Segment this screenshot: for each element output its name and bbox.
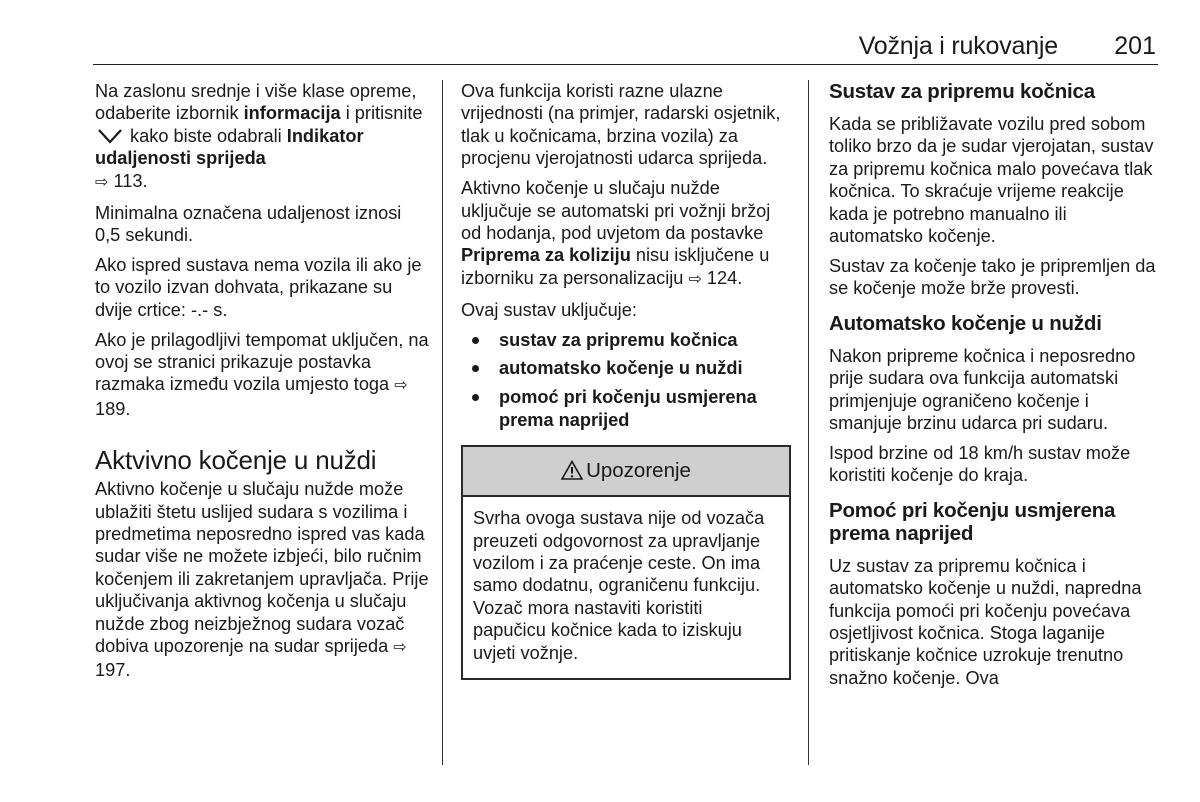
paragraph: Sustav za kočenje tako je pripremljen da se kočenje može brže provesti.	[829, 255, 1156, 299]
text: nisu isključene u izborniku za personalizaciju	[461, 245, 770, 288]
paragraph	[95, 80, 430, 194]
paragraph: Uz sustav za pripremu kočnica i automatsko kočenje u nuždi, napredna funkcija pomoći pri kočenju povećava osjetljivost kočnica. Stoga laganije pritiskanje kočnice uzrokuje trenutno snažno kočenje. Ova	[829, 555, 1142, 688]
list-item	[461, 357, 793, 379]
cross-reference-icon: ⇨	[688, 270, 702, 288]
bullet-icon	[472, 337, 479, 344]
menu-name: informacija	[243, 103, 341, 124]
page-reference: 197.	[95, 660, 131, 681]
feature-list	[461, 329, 793, 432]
page-reference: 113.	[108, 170, 148, 191]
paragraph: Nakon pripreme kočnica i neposredno prije sudara ova funkcija automatski primjenjuje ograničeno kočenje i smanjuje brzinu udarca pri sudaru.	[829, 345, 1136, 433]
cross-reference-icon: ⇨	[95, 173, 109, 191]
paragraph: Kada se približavate vozilu pred sobom toliko brzo da je sudar vjerojatan, sustav za pripremu kočnica malo povećava tlak kočnica. To skraćuje vrijeme reakcije kada je potrebno manualno ili automatsko kočenje.	[829, 114, 1154, 247]
list-item	[461, 329, 793, 351]
list-item-text: pomoć pri kočenju usmjerena prema naprijed	[499, 387, 757, 430]
column-left	[95, 80, 430, 689]
paragraph	[95, 478, 430, 682]
paragraph	[95, 329, 430, 421]
warning-triangle-icon	[561, 460, 583, 480]
paragraph: Ako ispred sustava nema vozila ili ako je to vozilo izvan dohvata, prikazane su dvije crtice: -.- s.	[95, 254, 422, 320]
text: Aktivno kočenje u slučaju nužde može ublažiti štetu uslijed sudara s vozilima i predmetima neposredno ispred vas kada sudar više ne možete izbjeći, bilo ručnim kočenjem ili zakretanjem upravljača. Prije uključivanja aktivnog kočenja u slučaju nužde zbog neizbježnog sudara vozač dobiva upozorenje na sudar sprijeda	[95, 479, 429, 657]
list-item-text: automatsko kočenje u nuždi	[499, 358, 743, 379]
setting-name: Priprema za koliziju	[461, 245, 631, 266]
paragraph	[461, 177, 793, 291]
cross-reference-icon: ⇨	[394, 377, 408, 395]
bullet-icon	[472, 365, 479, 372]
subsection-heading: Pomoć pri kočenju usmjerena prema naprijed	[829, 498, 1116, 545]
paragraph: Ispod brzine od 18 km/h sustav može koristiti kočenje do kraja.	[829, 442, 1131, 486]
column-divider	[442, 80, 443, 765]
text: i pritisnite	[340, 103, 423, 124]
subsection-heading: Automatsko kočenje u nuždi	[829, 311, 1102, 335]
paragraph: Minimalna označena udaljenost iznosi 0,5 sekundi.	[95, 202, 402, 245]
section-heading: Aktvivno kočenje u nuždi	[95, 445, 377, 476]
warning-title: Upozorenje	[586, 459, 691, 483]
page-number: 201	[1114, 32, 1156, 60]
list-item-text: sustav za pripremu kočnica	[499, 329, 738, 350]
page-reference: 124.	[701, 267, 743, 288]
paragraph: Ovaj sustav uključuje:	[461, 299, 637, 320]
warning-box	[461, 445, 791, 680]
column-divider	[808, 80, 809, 765]
text: kako biste odabrali	[125, 125, 287, 146]
chevron-down-icon	[97, 128, 123, 144]
cross-reference-icon: ⇨	[393, 639, 407, 657]
column-right	[829, 80, 1164, 697]
page-reference: 189.	[95, 398, 131, 419]
warning-header	[463, 447, 789, 497]
text: Aktivno kočenje u slučaju nužde uključuje se automatski pri vožnji bržoj od hodanja, pod uvjetom da postavke	[461, 178, 771, 243]
paragraph: Ova funkcija koristi razne ulazne vrijednosti (na primjer, radarski osjetnik, tlak u kočnicama, brzina vozila) za procjenu vjerojatnosti udarca sprijeda.	[461, 81, 781, 169]
subsection-heading: Sustav za pripremu kočnica	[829, 80, 1095, 103]
menu-item-name: Indikator udaljenosti sprijeda	[95, 125, 364, 169]
column-middle	[461, 80, 793, 680]
text: Ako je prilagodljivi tempomat uključen, na ovoj se stranici prikazuje postavka razmaka između vozila umjesto toga	[95, 329, 429, 395]
list-item	[461, 386, 793, 431]
warning-text: Svrha ovoga sustava nije od vozača preuzeti odgovornost za upravljanje vozilom i za praćenje ceste. On ima samo dodatnu, ograničenu funkciju. Vozač mora nastaviti koristiti papučicu kočnice kada to iziskuju uvjeti vožnje.	[473, 508, 765, 663]
section-title: Vožnja i rukovanje	[858, 32, 1058, 60]
page-header	[93, 28, 1158, 65]
bullet-icon	[472, 394, 479, 401]
text: Na zaslonu srednje i više klase opreme, odaberite izbornik	[95, 81, 417, 124]
